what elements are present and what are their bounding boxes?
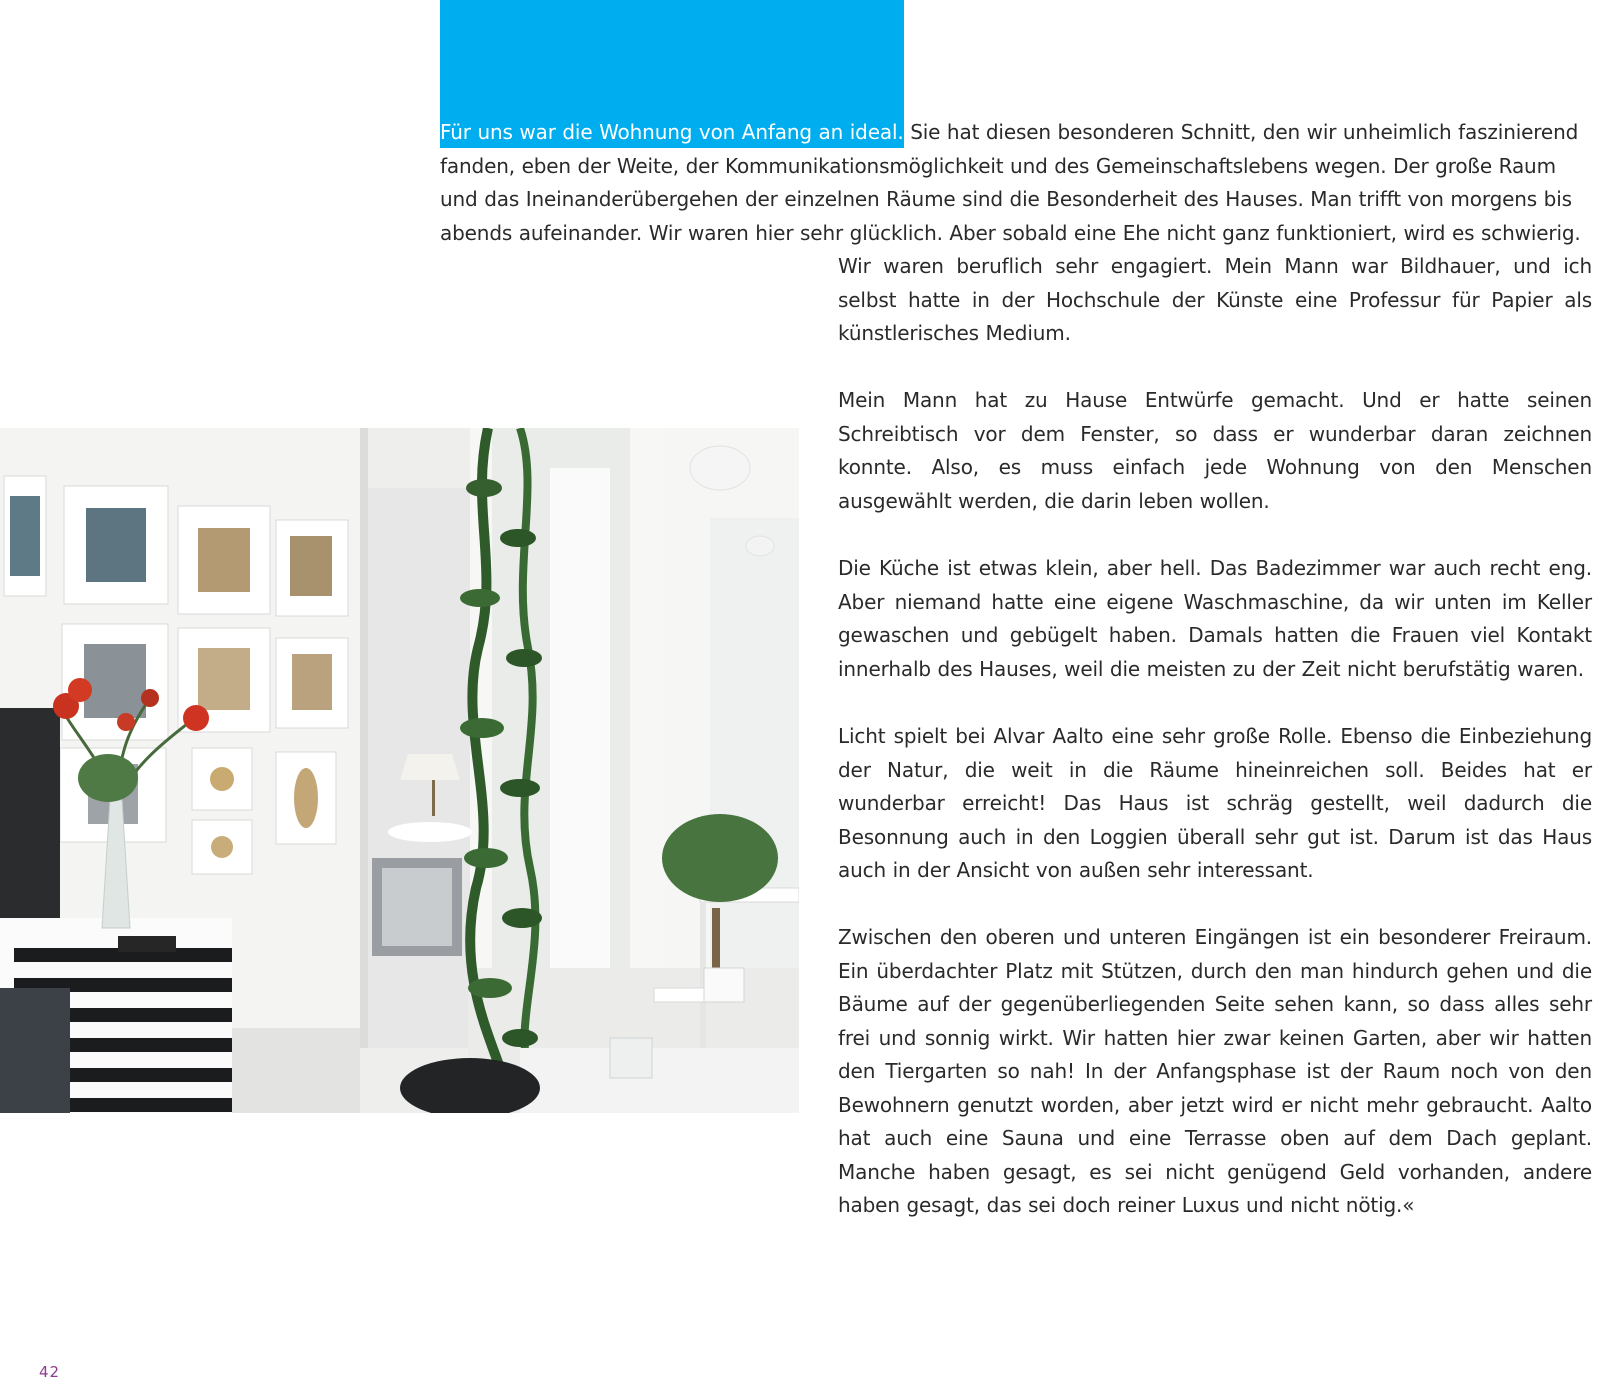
paragraph-career: Wir waren beruflich sehr engagiert. Mein Mann war Bildhauer, und ich selbst hatte in der Hochschule der Künste eine Professur für Papier als künstlerisches Medium. (838, 254, 1592, 345)
paragraph-light: Licht spielt bei Alvar Aalto eine sehr große Rolle. Ebenso die Einbeziehung der Natur, die weit in die Räume hineinreichen soll. Beides hat er wunderbar erreicht! Das Haus ist schräg gestellt, weil dadurch die Besonnung auch in den Loggien überall sehr gut ist. Darum ist das Haus auch in der Ansicht von außen sehr interessant. (838, 724, 1592, 882)
intro-paragraph-text: Sie hat diesen besonderen Schnitt, den wir unheimlich faszinierend fanden, eben der Weite, der Kommunikationsmöglichkeit und des Gemeinschaftslebens wegen. Der große Raum und das Ineinanderübergehen der einzelnen Räume sind die Besonderheit des Hauses. Man trifft von morgens bis abends aufeinander. Wir waren hier sehr glücklich. Aber sobald eine Ehe nicht ganz funktioniert, wird es schwierig. (440, 120, 1581, 245)
interior-photo (0, 428, 799, 1113)
highlighted-lead-sentence: Für uns war die Wohnung von Anfang an ideal. (440, 120, 904, 144)
page-number: 42 (39, 1363, 61, 1381)
paragraph-kitchen: Die Küche ist etwas klein, aber hell. Das Badezimmer war auch recht eng. Aber niemand hatte eine eigene Waschmaschine, da wir unten im Keller gewaschen und gebügelt haben. Damals hatten die Frauen viel Kontakt innerhalb des Hauses, weil die meisten zu der Zeit nicht berufstätig waren. (838, 556, 1592, 681)
paragraph-desk: Mein Mann hat zu Hause Entwürfe gemacht. Und er hatte seinen Schreibtisch vor dem Fenster, so dass er wunderbar daran zeichnen konnte. Also, es muss einfach jede Wohnung von den Menschen ausgewählt werden, die darin leben wollen. (838, 388, 1592, 513)
paragraph-open-space: Zwischen den oberen und unteren Eingängen ist ein besonderer Freiraum. Ein überdachter Platz mit Stützen, durch den man hindurch gehen und die Bäume auf der gegenüberliegenden Seite sehen kann, so dass alles sehr frei und sonnig wirkt. Wir hatten hier zwar keinen Garten, aber wir hatten den Tiergarten so nah! In der Anfangsphase ist der Raum noch von den Bewohnern genutzt worden, aber jetzt wird er nicht mehr gebraucht. Aalto hat auch eine Sauna und eine Terrasse oben auf dem Dach geplant. Manche haben gesagt, es sei nicht genügend Geld vorhanden, andere haben gesagt, das sei doch reiner Luxus und nicht nötig.« (838, 925, 1592, 1217)
intro-paragraph (440, 116, 1592, 250)
